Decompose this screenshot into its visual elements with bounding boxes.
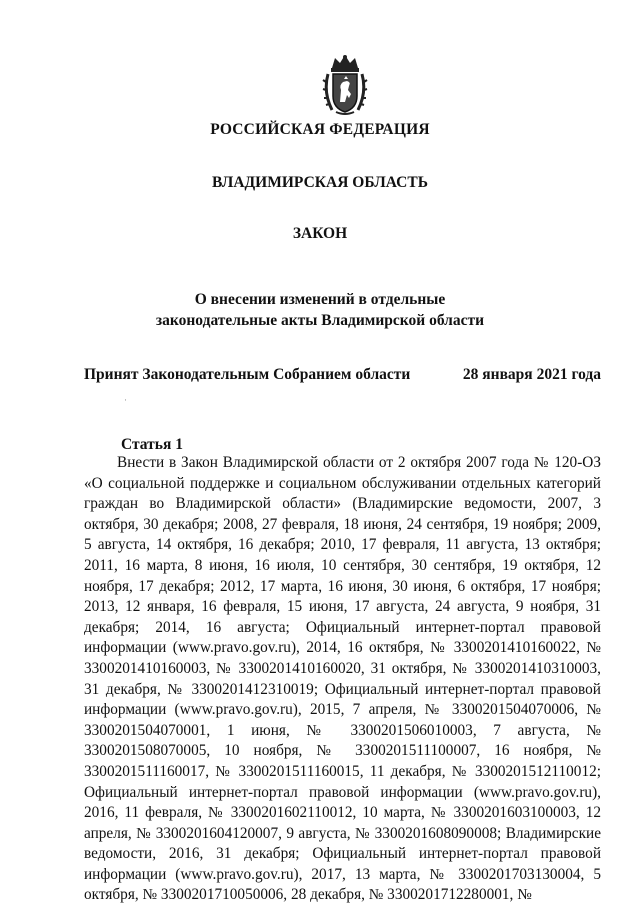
adoption-date: 28 января 2021 года bbox=[462, 366, 601, 383]
adoption-line bbox=[84, 366, 601, 384]
coat-of-arms-icon bbox=[322, 54, 368, 116]
region-heading: ВЛАДИМИРСКАЯ ОБЛАСТЬ bbox=[212, 174, 428, 191]
law-title bbox=[0, 289, 640, 331]
article-heading: Статья 1 bbox=[121, 436, 183, 453]
law-title-line-1: О внесении изменений в отдельные bbox=[194, 291, 446, 308]
law-title-line-2: законодательные акты Владимирской области bbox=[155, 312, 485, 329]
article-body: Внести в Закон Владимирской области от 2 октября 2007 года № 120-ОЗ «О социальной поддержке и социальном обслуживании отдельных категорий граждан во Владимирской области» (Владимирские ведомости, 2007, 3 октября, 30 декабря; 2008, 27 февраля, 18 июня, 24 сентября, 19 ноября; 2009, 5 августа, 14 октября, 16 декабря; 2010, 17 февраля, 11 августа, 13 октября; 2011, 16 марта, 8 июня, 16 июля, 10 сентября, 30 сентября, 19 октября, 12 ноября, 17 декабря; 2012, 17 марта, 16 июня, 30 июня, 6 октября, 17 ноября; 2013, 12 января, 16 февраля, 15 июня, 17 августа, 24 августа, 9 ноября, 31 декабря; 2014, 16 августа; Официальный интернет-портал правовой информации (www.pravo.gov.ru), 2014, 16 октября, № 3300201410160022, № 3300201410160003, № 3300201410160020, 31 октября, № 3300201410310003, 31 декабря, № 3300201412310019; Официальный интернет-портал правовой информации (www.pravo.gov.ru), 2015, 7 апреля, № 3300201504070006, № 3300201504070001, 1 июня, № 3300201506010003, 7 августа, № 3300201508070005, 10 ноября, № 3300201511100007, 16 ноября, № 3300201511160017, № 3300201511160015, 11 декабря, № 3300201512110012; Официальный интернет-портал правовой информации (www.pravo.gov.ru), 2016, 11 февраля, № 3300201602110012, 10 марта, № 3300201603100003, 12 апреля, № 3300201604120007, 9 августа, № 3300201608090008; Владимирские ведомости, 2016, 31 декабря; Официальный интернет-портал правовой информации (www.pravo.gov.ru), 2017, 13 марта, № 3300201703130004, 5 октября, № 3300201710050006, 28 декабря, № 3300201712280001, № bbox=[84, 454, 601, 904]
adopted-by-label: Принят Законодательным Собранием области bbox=[84, 366, 411, 383]
document-type-heading: ЗАКОН bbox=[292, 225, 348, 242]
country-heading: РОССИЙСКАЯ ФЕДЕРАЦИЯ bbox=[210, 121, 430, 138]
stray-mark: · bbox=[124, 395, 127, 405]
